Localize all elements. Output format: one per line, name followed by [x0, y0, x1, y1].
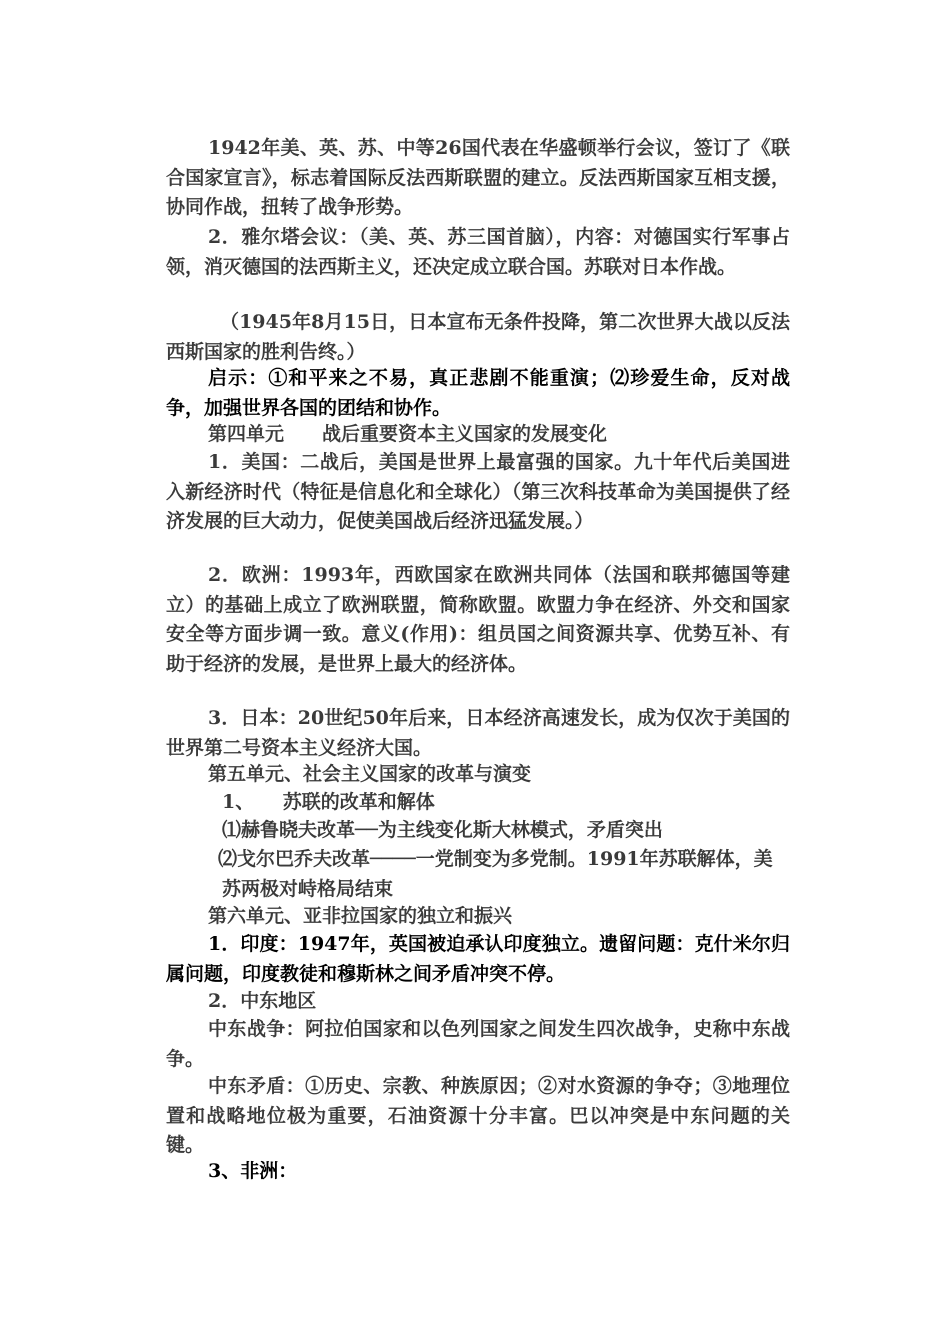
paragraph-europe: 2．欧洲：1993年，西欧国家在欧洲共同体（法国和联邦德国等建立）的基础上成立了欧洲联盟，简称欧盟。欧盟力争在经济、外交和国家安全等方面步调一致。意义(作用)：组员国之间资源共享、优势互补、有助于经济的发展，是世界上最大的经济体。 [166, 564, 790, 675]
paragraph-yalta-conference: 2．雅尔塔会议：（美、英、苏三国首脑），内容：对德国实行军事占领，消灭德国的法西斯主义，还决定成立联合国。苏联对日本作战。 [166, 226, 790, 278]
paragraph-middle-east-title: 2．中东地区 [208, 990, 317, 1012]
paragraph-japan-surrender: （1945年8月15日，日本宣布无条件投降，第二次世界大战以反法西斯国家的胜利告终。） [166, 311, 790, 363]
heading-unit-4: 第四单元 战后重要资本主义国家的发展变化 [208, 423, 608, 445]
item-gorbachev-reform: ⑵戈尔巴乔夫改革────一党制变为多党制。1991年苏联解体，美苏两极对峙格局结束 [218, 848, 773, 900]
heading-unit-5: 第五单元、社会主义国家的改革与演变 [208, 763, 532, 785]
paragraph-middle-east-conflict: 中东矛盾：①历史、宗教、种族原因；②对水资源的争夺；③地理位置和战略地位极为重要，石油资源十分丰富。巴以冲突是中东问题的关键。 [166, 1075, 790, 1157]
subheading-soviet-reform: 1、 苏联的改革和解体 [222, 791, 435, 813]
heading-unit-6: 第六单元、亚非拉国家的独立和振兴 [208, 905, 513, 927]
paragraph-usa: 1．美国：二战后，美国是世界上最富强的国家。九十年代后美国进入新经济时代（特征是信息化和全球化）（第三次科技革命为美国提供了经济发展的巨大动力，促使美国战后经济迅猛发展。） [166, 451, 790, 533]
paragraph-un-declaration: 1942年美、英、苏、中等26国代表在华盛顿举行会议，签订了《联合国家宣言》，标志着国际反法西斯联盟的建立。反法西斯国家互相支援，协同作战，扭转了战争形势。 [166, 137, 790, 219]
paragraph-africa: 3、非洲： [208, 1160, 298, 1182]
paragraph-lessons: 启示：①和平来之不易，真正悲剧不能重演；⑵珍爱生命，反对战争，加强世界各国的团结和协作。 [166, 367, 790, 419]
paragraph-japan: 3．日本：20世纪50年后来，日本经济高速发长，成为仅次于美国的世界第二号资本主义经济大国。 [166, 707, 790, 759]
item-khrushchev-reform: ⑴赫鲁晓夫改革──为主线变化斯大林模式，矛盾突出 [222, 819, 663, 841]
paragraph-india: 1．印度：1947年，英国被迫承认印度独立。遗留问题：克什米尔归属问题，印度教徒和穆斯林之间矛盾冲突不停。 [166, 933, 790, 985]
paragraph-middle-east-wars: 中东战争：阿拉伯国家和以色列国家之间发生四次战争，史称中东战争。 [166, 1018, 790, 1070]
